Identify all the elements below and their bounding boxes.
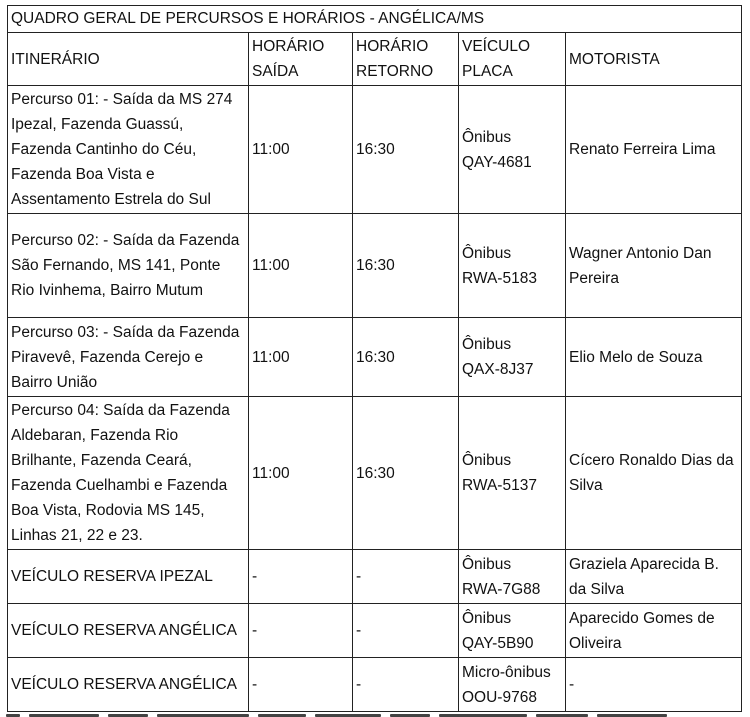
table-row: [8, 214, 742, 318]
itinerary-cell: VEÍCULO RESERVA ANGÉLICA: [8, 604, 249, 658]
return-time-cell: 16:30: [353, 397, 459, 550]
table-row: [8, 550, 742, 604]
header-motorista: MOTORISTA: [566, 33, 742, 86]
vehicle-plate-cell: Ônibus RWA-5183: [459, 214, 566, 318]
return-time-cell: -: [353, 658, 459, 712]
cropped-text-fragment: [6, 709, 740, 717]
driver-cell: -: [566, 658, 742, 712]
departure-time-cell: -: [249, 658, 353, 712]
header-veiculo-placa: VEÍCULO PLACA: [459, 33, 566, 86]
return-time-cell: 16:30: [353, 86, 459, 214]
vehicle-plate-cell: Ônibus RWA-5137: [459, 397, 566, 550]
driver-cell: Elio Melo de Souza: [566, 318, 742, 397]
table-title: QUADRO GERAL DE PERCURSOS E HORÁRIOS - ANGÉLICA/MS: [8, 6, 742, 33]
schedule-table-wrapper: [7, 5, 742, 712]
return-time-cell: -: [353, 604, 459, 658]
driver-cell: Graziela Aparecida B. da Silva: [566, 550, 742, 604]
itinerary-cell: VEÍCULO RESERVA ANGÉLICA: [8, 658, 249, 712]
departure-time-cell: -: [249, 550, 353, 604]
itinerary-cell: Percurso 04: Saída da Fazenda Aldebaran, Fazenda Rio Brilhante, Fazenda Ceará, Fazenda Cuelhambi e Fazenda Boa Vista, Rodovia MS 145, Linhas 21, 22 e 23.: [8, 397, 249, 550]
itinerary-cell: Percurso 03: - Saída da Fazenda Piravevê, Fazenda Cerejo e Bairro União: [8, 318, 249, 397]
header-horario-retorno: HORÁRIO RETORNO: [353, 33, 459, 86]
departure-time-cell: 11:00: [249, 86, 353, 214]
departure-time-cell: 11:00: [249, 214, 353, 318]
vehicle-plate-cell: Ônibus RWA-7G88: [459, 550, 566, 604]
vehicle-plate-cell: Ônibus QAX-8J37: [459, 318, 566, 397]
table-row: [8, 658, 742, 712]
vehicle-plate-cell: Ônibus QAY-5B90: [459, 604, 566, 658]
driver-cell: Renato Ferreira Lima: [566, 86, 742, 214]
itinerary-cell: VEÍCULO RESERVA IPEZAL: [8, 550, 249, 604]
vehicle-plate-cell: Micro-ônibus OOU-9768: [459, 658, 566, 712]
table-row: [8, 604, 742, 658]
return-time-cell: -: [353, 550, 459, 604]
driver-cell: Wagner Antonio Dan Pereira: [566, 214, 742, 318]
table-row: [8, 86, 742, 214]
departure-time-cell: 11:00: [249, 397, 353, 550]
table-title-row: [8, 6, 742, 33]
departure-time-cell: -: [249, 604, 353, 658]
table-header-row: [8, 33, 742, 86]
itinerary-cell: Percurso 02: - Saída da Fazenda São Fernando, MS 141, Ponte Rio Ivinhema, Bairro Mutum: [8, 214, 249, 318]
driver-cell: Cícero Ronaldo Dias da Silva: [566, 397, 742, 550]
table-row: [8, 397, 742, 550]
return-time-cell: 16:30: [353, 214, 459, 318]
return-time-cell: 16:30: [353, 318, 459, 397]
departure-time-cell: 11:00: [249, 318, 353, 397]
header-horario-saida: HORÁRIO SAÍDA: [249, 33, 353, 86]
header-itinerario: ITINERÁRIO: [8, 33, 249, 86]
schedule-table: [7, 5, 742, 712]
vehicle-plate-cell: Ônibus QAY-4681: [459, 86, 566, 214]
driver-cell: Aparecido Gomes de Oliveira: [566, 604, 742, 658]
table-row: [8, 318, 742, 397]
itinerary-cell: Percurso 01: - Saída da MS 274 Ipezal, Fazenda Guassú, Fazenda Cantinho do Céu, Fazenda Boa Vista e Assentamento Estrela do Sul: [8, 86, 249, 214]
